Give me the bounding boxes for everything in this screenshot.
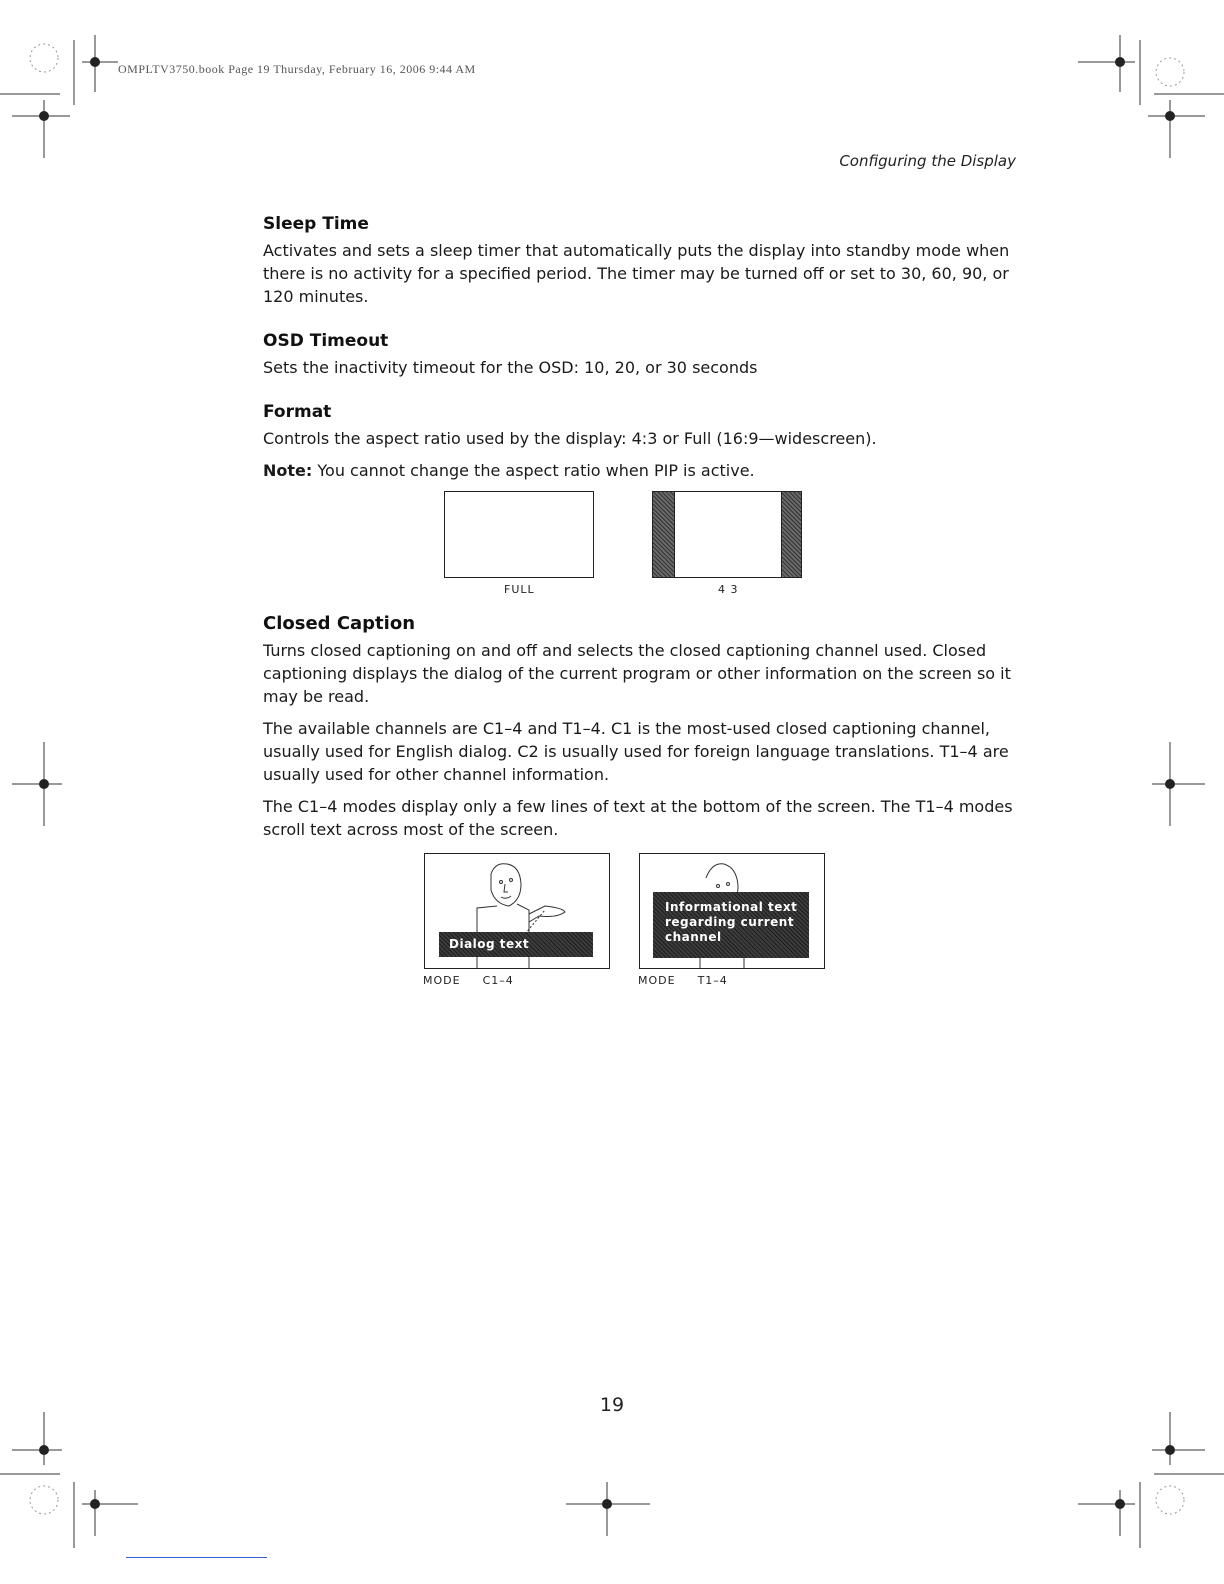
four-three-label: 4 3	[718, 583, 739, 596]
page-content	[263, 214, 1015, 993]
note-text: You cannot change the aspect ratio when PIP is active.	[317, 461, 755, 480]
t-mode-screen-illustration	[639, 853, 825, 969]
paragraph-closed-caption-3: The C1–4 modes display only a few lines of text at the bottom of the screen. The T1–4 modes scroll text across most of the screen.	[263, 797, 1013, 839]
c-mode-screen-illustration	[424, 853, 610, 969]
print-slug: OMPLTV3750.book Page 19 Thursday, February 16, 2006 9:44 AM	[118, 62, 476, 76]
t-mode-value: T1–4	[697, 974, 728, 987]
c-mode-word: MODE	[423, 974, 461, 987]
caption-modes-figure	[263, 853, 1015, 993]
heading-format: Format	[263, 402, 332, 422]
t-mode-word: MODE	[638, 974, 676, 987]
heading-closed-caption: Closed Caption	[263, 613, 416, 634]
informational-caption-block: Informational text regarding current channel	[653, 892, 809, 958]
heading-sleep-time: Sleep Time	[263, 214, 369, 234]
aspect-ratio-figure	[263, 491, 1015, 613]
running-head: Configuring the Display	[839, 152, 1016, 170]
t-mode-label	[638, 974, 728, 987]
paragraph-osd-timeout: Sets the inactivity timeout for the OSD: 10, 20, or 30 seconds	[263, 358, 758, 377]
paragraph-closed-caption-1: Turns closed captioning on and off and selects the closed captioning channel used. Closed captioning displays the dialog of the current program or other information on the screen so it may be read.	[263, 641, 1011, 706]
c-mode-value: C1–4	[482, 974, 514, 987]
four-three-picture-area	[674, 492, 782, 577]
footer-link-underline[interactable]	[126, 1557, 267, 1558]
note	[263, 459, 1015, 482]
four-three-screen-illustration	[652, 491, 802, 578]
c-mode-label	[423, 974, 514, 987]
paragraph-sleep-time: Activates and sets a sleep timer that automatically puts the display into standby mode when there is no activity for a specified period. The timer may be turned off or set to 30, 60, 90, or 120 minutes.	[263, 241, 1010, 306]
full-label: FULL	[504, 583, 535, 596]
paragraph-format: Controls the aspect ratio used by the display: 4:3 or Full (16:9—widescreen).	[263, 429, 877, 448]
full-screen-illustration	[444, 491, 594, 578]
paragraph-closed-caption-2: The available channels are C1–4 and T1–4. C1 is the most-used closed captioning channel, usually used for English dialog. C2 is usually used for foreign language translations. T1–4 are usually used for other channel information.	[263, 719, 1009, 784]
heading-osd-timeout: OSD Timeout	[263, 331, 389, 351]
dialog-caption-bar: Dialog text	[439, 932, 593, 957]
page-number: 19	[599, 1394, 625, 1416]
note-label: Note:	[263, 461, 313, 480]
